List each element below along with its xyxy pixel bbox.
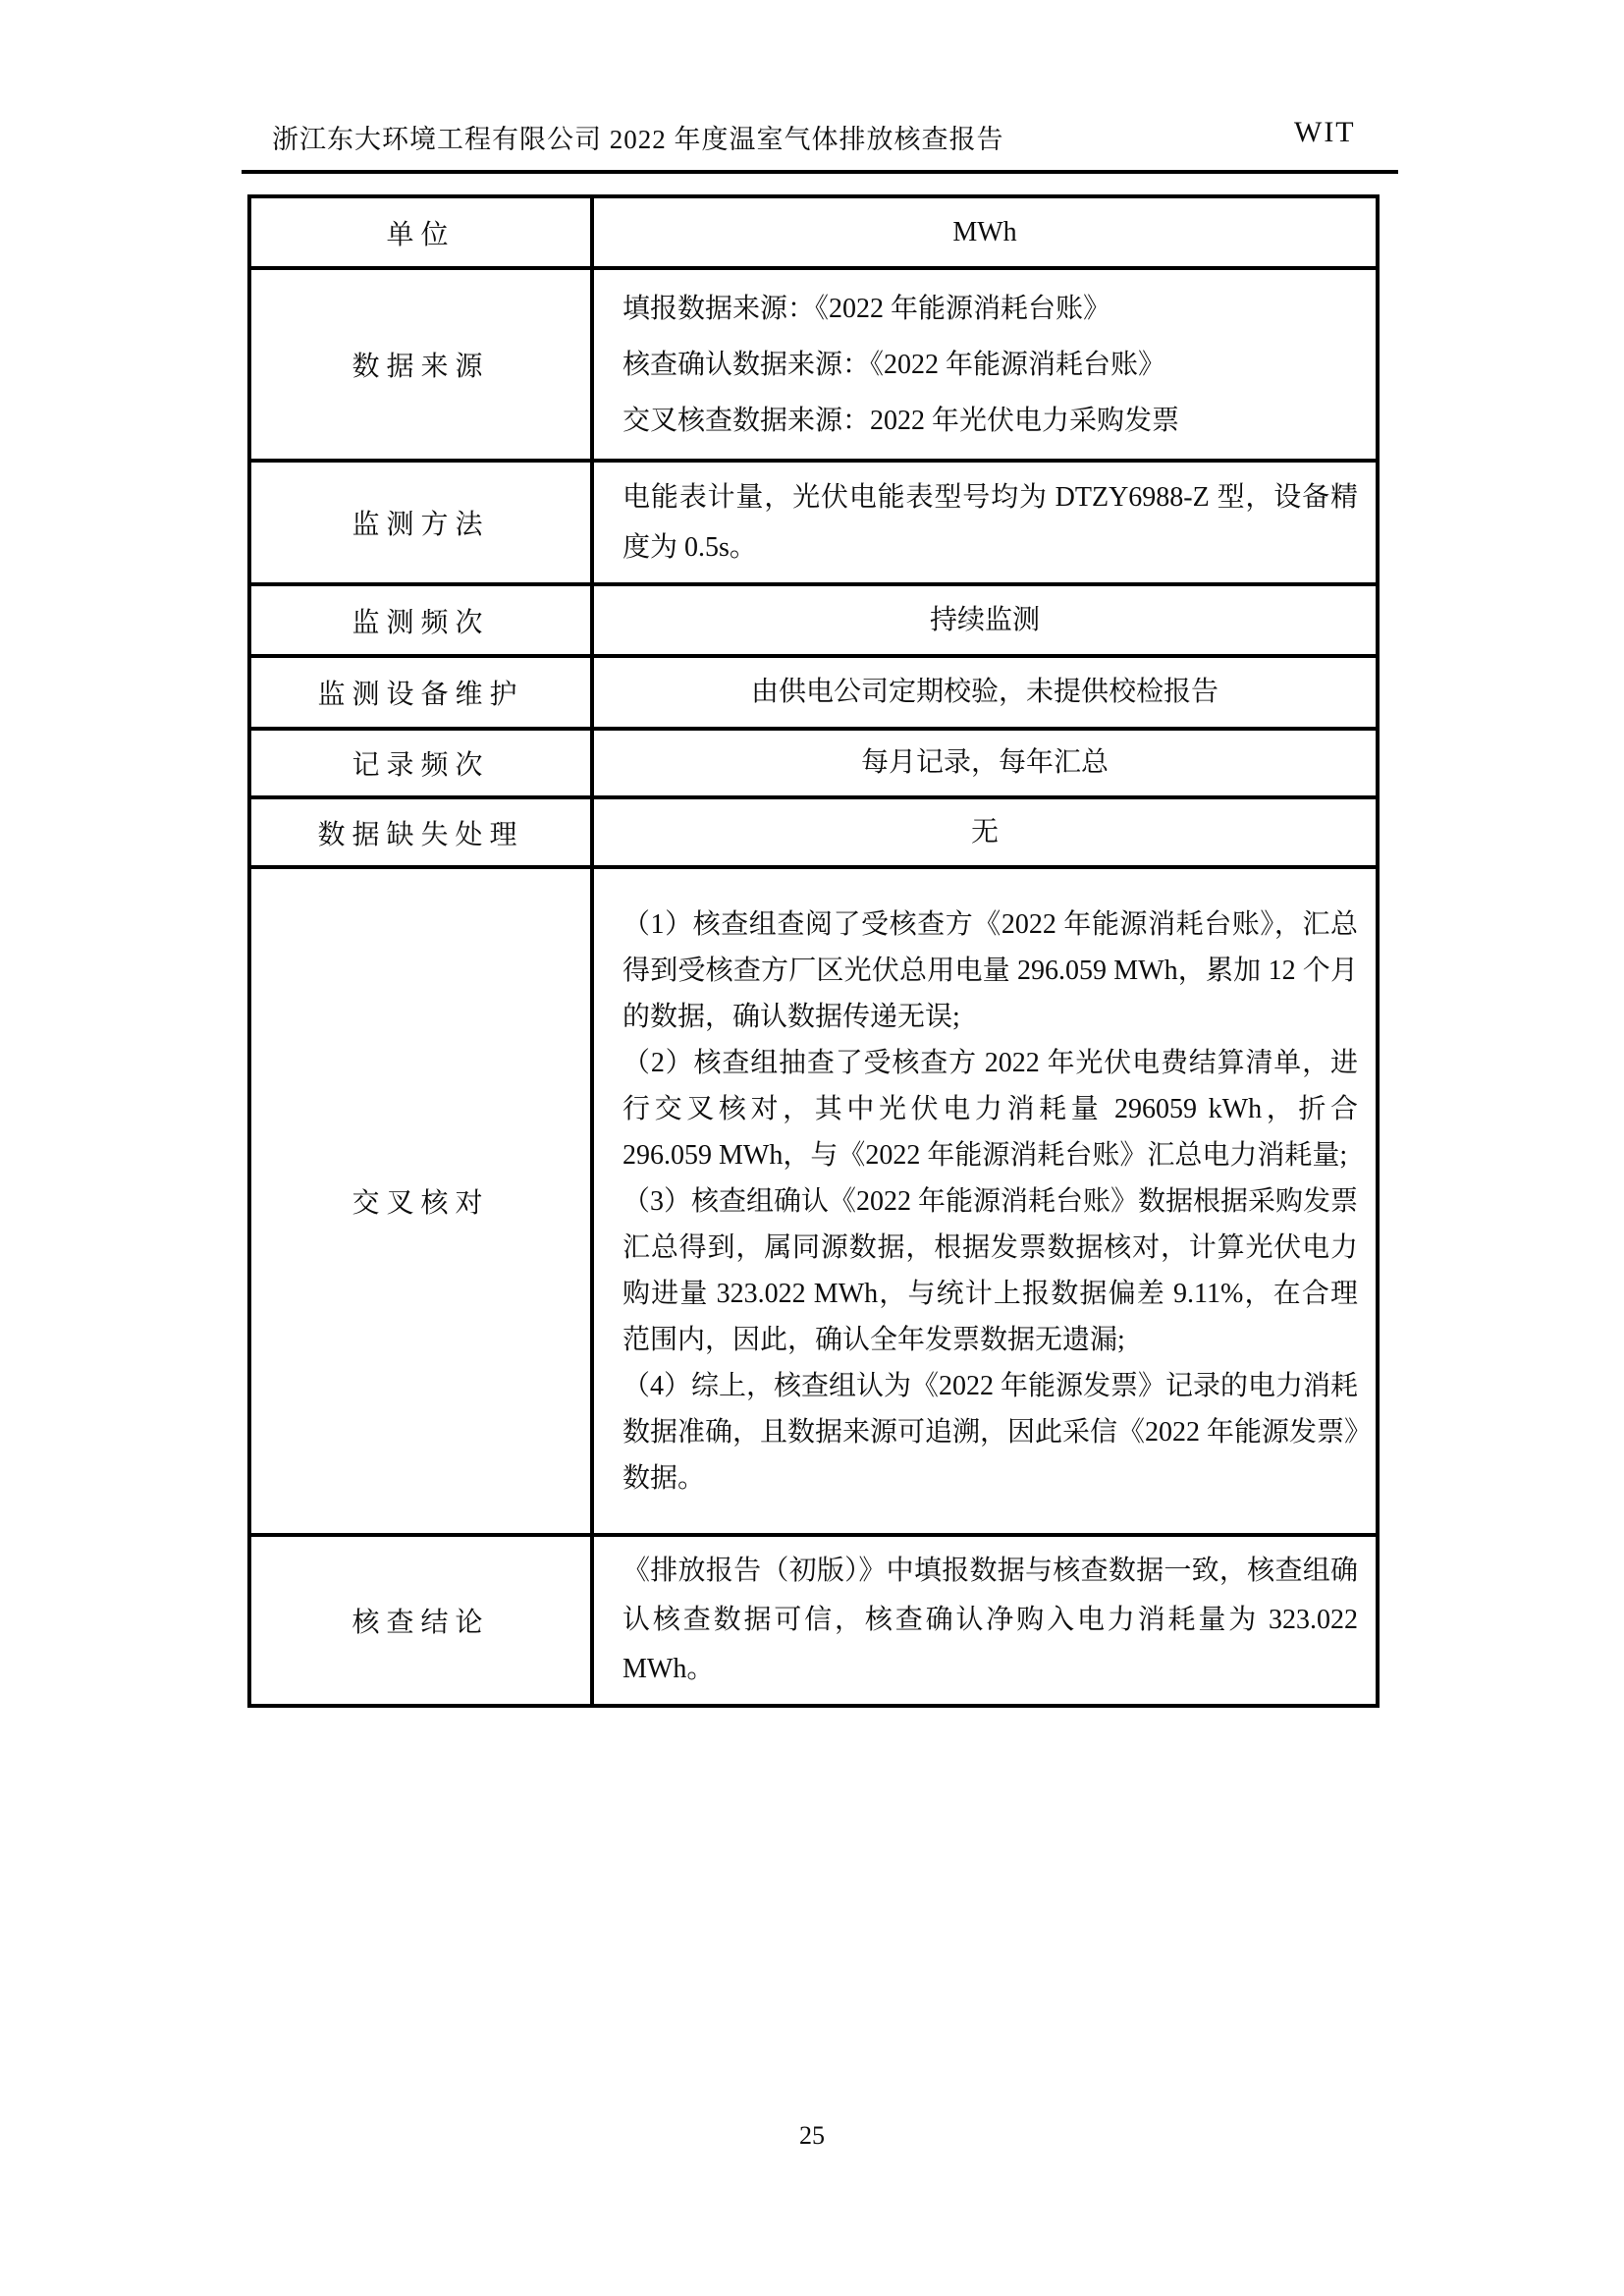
table-row <box>249 268 1378 461</box>
table-row <box>249 867 1378 1535</box>
row-value <box>592 268 1378 461</box>
table-row <box>249 196 1378 268</box>
cell-paragraph: 无 <box>970 816 999 847</box>
row-value <box>592 656 1378 729</box>
header-divider-rule <box>242 170 1398 174</box>
row-value <box>592 867 1378 1535</box>
row-label: 数据缺失处理 <box>249 797 592 867</box>
cell-paragraph: 填报数据来源：《2022 年能源消耗台账》 <box>623 293 1111 324</box>
cell-paragraph: （1）核查组查阅了受核查方《2022 年能源消耗台账》，汇总得到受核查方厂区光伏总用电量 296.059 MWh，累加 12 个月的数据，确认数据传递无误; <box>623 908 1358 1032</box>
table-row <box>249 797 1378 867</box>
cell-paragraph: 核查确认数据来源：《2022 年能源消耗台账》 <box>623 349 1166 380</box>
row-label: 单位 <box>249 196 592 268</box>
page-number: 25 <box>799 2121 825 2150</box>
cell-paragraph: 每月记录，每年汇总 <box>860 747 1109 778</box>
cell-paragraph: （4）综上，核查组认为《2022 年能源发票》记录的电力消耗数据准确，且数据来源可追溯，因此采信《2022 年能源发票》数据。 <box>623 1370 1359 1494</box>
row-value <box>592 196 1378 268</box>
cell-paragraph: （3）核查组确认《2022 年能源消耗台账》数据根据采购发票汇总得到，属同源数据，根据发票数据核对，计算光伏电力购进量 323.022 MWh，与统计上报数据偏差 9.11%，在合理范围内，因此，确认全年发票数据无遗漏; <box>623 1185 1359 1355</box>
cell-paragraph: 持续监测 <box>929 604 1040 635</box>
row-value <box>592 797 1378 867</box>
row-value <box>592 461 1378 584</box>
row-label: 监测方法 <box>249 461 592 584</box>
table-row <box>249 461 1378 584</box>
row-value <box>592 729 1378 797</box>
cell-paragraph: 由供电公司定期校验，未提供校检报告 <box>750 677 1218 707</box>
row-value <box>592 1535 1378 1706</box>
cell-paragraph: 《排放报告（初版）》中填报数据与核查数据一致，核查组确认核查数据可信，核查确认净购入电力消耗量为 323.022 MWh。 <box>623 1556 1358 1684</box>
cell-paragraph: 交叉核查数据来源：2022 年光伏电力采购发票 <box>623 405 1180 436</box>
table-row <box>249 584 1378 656</box>
row-label: 交叉核对 <box>249 867 592 1535</box>
page-header-title: 浙江东大环境工程有限公司 2022 年度温室气体排放核查报告 <box>272 125 1004 154</box>
cell-paragraph: （2）核查组抽查了受核查方 2022 年光伏电费结算清单，进行交叉核对，其中光伏电力消耗量 296059 kWh，折合 296.059 MWh，与《2022 年能源消耗台账》汇总电力消耗量; <box>623 1047 1358 1171</box>
header-logo-text: WIT <box>1294 116 1356 148</box>
cell-paragraph: MWh <box>952 216 1017 247</box>
row-label: 记录频次 <box>249 729 592 797</box>
row-label: 监测设备维护 <box>249 656 592 729</box>
cell-paragraph: 电能表计量，光伏电能表型号均为 DTZY6988-Z 型，设备精度为 0.5s。 <box>623 482 1358 563</box>
row-label: 核查结论 <box>249 1535 592 1706</box>
table-row <box>249 656 1378 729</box>
table-row <box>249 1535 1378 1706</box>
row-label: 数据来源 <box>249 268 592 461</box>
row-label: 监测频次 <box>249 584 592 656</box>
row-value <box>592 584 1378 656</box>
verification-data-table <box>247 194 1380 1708</box>
table-row <box>249 729 1378 797</box>
